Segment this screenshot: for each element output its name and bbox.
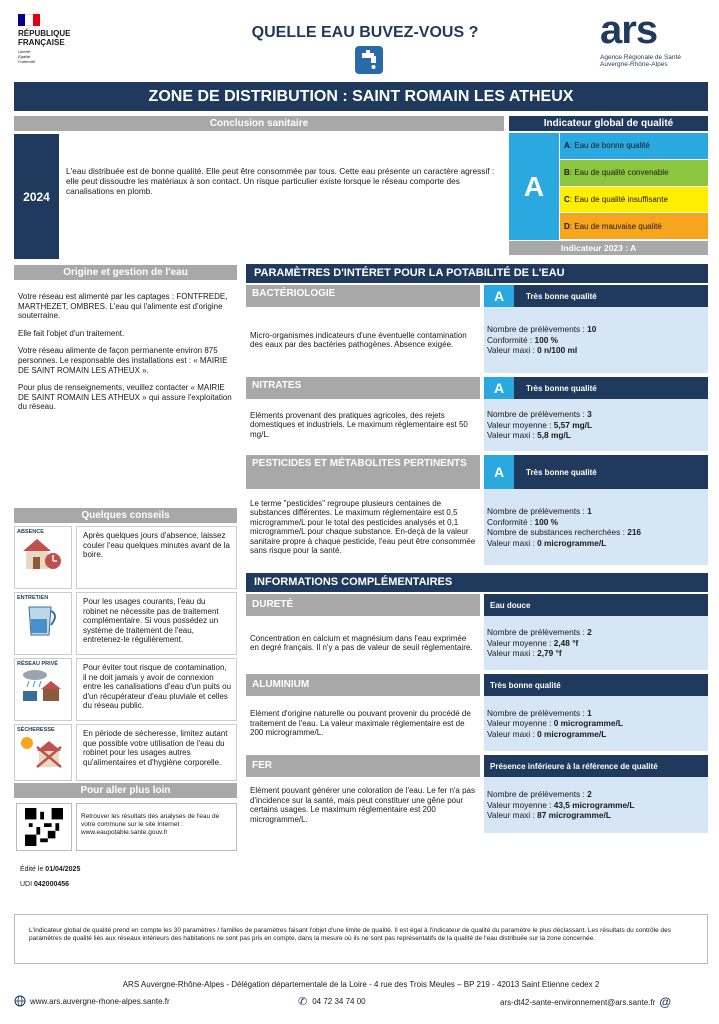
rf-motto2: Égalité [18,54,31,59]
flag-icon [18,14,40,26]
origin-p2: Elle fait l'objet d'un traitement. [18,328,125,338]
origin-text [18,292,233,412]
phone-icon: ✆ [298,996,308,1008]
footer-address: ARS Auvergne-Rhône-Alpes - Délégation départementale de la Loire - 4 rue des Trois Meules – BP 219 - 42013 Saint Etienne cedex 2 [122,980,600,989]
stat-value: 2 [587,627,592,638]
indicator-levels [560,133,708,240]
stat-line [487,627,708,638]
advice-icon-box [14,658,72,721]
stat-value: 2,48 °f [553,637,579,648]
stat-line [487,506,708,517]
stat-label: Valeur maxi : [487,537,538,548]
param-name: PESTICIDES ET MÉTABOLITES PERTINENTS [246,455,480,489]
advice-illustration-icon [17,535,69,576]
edit-date [20,866,80,873]
stat-label: Nombre de prélèvements : [487,324,588,335]
edit-date-label: Édité le [20,866,46,873]
origin-header: Origine et gestion de l'eau [14,265,237,280]
info-list [246,594,708,837]
indicator-level-c [560,187,708,214]
advice-text: Après quelques jours d'absence, laissez couler l'eau quelques minutes avant de la boire. [76,526,237,589]
stats-panel [484,777,708,833]
stats-panel [484,399,708,451]
info-name: DURETÉ [246,594,480,616]
stat-line [487,527,708,538]
stat-line [487,800,708,811]
stat-value: 2,79 °f [537,648,562,659]
advice-text: Pour éviter tout risque de contamination, il ne doit jamais y avoir de connexion entre les canalisations d'eau d'un puits ou d'un récupérateur d'eau pluviale et celles du réseau public. [76,658,237,721]
stat-label: Valeur maxi : [487,728,538,739]
stat-value: 87 microgramme/L [537,810,611,821]
stat-label: Valeur moyenne : [487,799,554,810]
stat-value: 10 [587,324,597,335]
footer-email-link[interactable]: ars-dt42-sante-environnement@ars.sante.fr [500,997,656,1007]
advice-illustration-icon [17,733,69,774]
stat-label: Valeur maxi : [487,345,538,356]
info-header: INFORMATIONS COMPLÉMENTAIRES [246,573,708,592]
rf-motto3: Fraternité [18,59,36,64]
stat-value: 2 [587,789,592,800]
param-grade: A [484,455,514,489]
stat-value: 0 microgramme/L [537,728,607,739]
indicator-level-d [560,213,708,240]
conclusion-year: 2024 [14,134,59,259]
indicator-level-b [560,160,708,187]
ars-logo [600,10,710,80]
ars-wordmark: ars [600,8,658,52]
param-name: NITRATES [246,377,480,399]
param-name: BACTÉRIOLOGIE [246,285,480,307]
level-text: : Eau de bonne qualité [569,141,650,151]
info-name: ALUMINIUM [246,674,480,696]
param-quality: Très bonne qualité [514,285,708,307]
advice-label: ABSENCE [17,529,44,535]
info-name: FER [246,755,480,777]
stat-label: Nombre de prélèvements : [487,789,588,800]
footnote: L'indicateur global de qualité prend en compte les 30 paramètres / familles de paramètres faisant l'objet d'une limite de qualité. Il est égal à l'indicateur de qualité du paramètre le plus déclassant. Les résultats du contrôle des paramètres de qualité liés aux réseaux intérieurs des habitations ne sont pas pris en compte, dans la mesure où ils ne sont pas représentatifs de la qualité de l'eau distribuée sur la zone concernée. [14,914,708,964]
page-title: QUELLE EAU BUVEZ-VOUS ? [251,24,479,41]
stat-label: Nombre de prélèvements : [487,707,588,718]
stat-line [487,335,708,346]
info-quality: Très bonne qualité [484,674,708,696]
desc-text: Concentration en calcium et magnésium dans l'eau exprimée en degré français. Il n'y a pas de valeur de seuil réglementaire. [250,633,473,652]
advice-label: RÉSEAU PRIVÉ [17,661,58,667]
stat-value: 5,57 mg/L [553,419,593,430]
params-header: PARAMÈTRES D'INTÉRET POUR LA POTABILITÉ DE L'EAU [246,264,708,283]
stat-line [487,430,708,441]
params-block [246,455,708,565]
origin-p1: Votre réseau est alimenté par les captages : FONTFREDE, MARTHEZET, OMBRES. L'eau qui l'alimente est d'origine souterraine. [18,292,228,321]
param-quality: Très bonne qualité [514,377,708,399]
desc-text: Micro-organismes indicateurs d'une éventuelle contamination des eaux par des bactéries pathogènes. Absence exigée. [250,330,467,349]
indicator-previous: Indicateur 2023 : A [509,241,708,255]
advice-item [14,526,237,589]
stat-line [487,409,708,420]
stat-label: Nombre de prélèvements : [487,627,588,638]
rf-logo [18,14,88,64]
advice-item [14,724,237,781]
stat-line [487,789,708,800]
info-block [246,594,708,670]
further-text: Retrouver les résultats des analyses de l'eau de votre commune sur le site Internet : www.eaupotable.sante.gouv.fr [76,803,237,851]
stat-label: Valeur moyenne : [487,637,554,648]
stat-label: Nombre de prélèvements : [487,506,588,516]
stat-label: Conformité : [487,516,535,527]
stats-panel [484,307,708,373]
rf-motto1: Liberté [18,49,31,54]
advice-list [14,526,237,784]
footer-phone [298,995,366,1008]
stat-line [487,810,708,821]
advice-item [14,658,237,721]
params-block [246,377,708,451]
advice-illustration-icon [17,667,69,708]
params-list [246,285,708,569]
stat-line [487,648,708,659]
level-key: D [564,221,570,231]
level-key: A [564,141,570,151]
level-key: B [564,168,570,178]
footer-web-link[interactable]: www.ars.auvergne-rhone-alpes.sante.fr [30,996,170,1006]
advice-icon-box [14,526,72,589]
indicator-level-a [560,133,708,160]
stat-label: Nombre de substances recherchées : [487,527,628,537]
desc-text: Elément d'origine naturelle ou pouvant provenir du procédé de traitement de l'eau. La valeur maximale réglementaire est de 200 microgramme/L. [250,709,471,738]
stat-value: 0 n/100 ml [537,345,578,356]
advice-label: ENTRETIEN [17,595,49,601]
indicator-grade: A [509,133,559,240]
rf-line1: RÉPUBLIQUE [18,29,71,38]
stat-label: Valeur maxi : [487,810,538,821]
info-block [246,674,708,751]
stat-value: 5,8 mg/L [537,430,571,441]
tap-icon [355,46,383,74]
footer-web [14,995,170,1007]
further-header: Pour aller plus loin [14,783,237,798]
udi [20,881,69,888]
stat-label: Valeur moyenne : [487,419,554,430]
at-icon: @ [659,995,672,1009]
conclusion-text: L'eau distribuée est de bonne qualité. Elle peut être consommée par tous. Cette eau présente un caractère agressif : elle peut dissoudre les matériaux à son contact. Un risque particulier existe lorsque le réseau comporte des canalisations en plomb. [66,166,495,196]
advice-text: En période de sécheresse, limitez autant que possible votre utilisation de l'eau du robinet pour les usages autres qu'alimentaires et d'hygiène corporelle. [76,724,237,781]
stat-value: 0 microgramme/L [537,537,607,548]
advice-label: SÉCHERESSE [17,727,55,733]
stat-label: Valeur moyenne : [487,718,554,729]
udi-value: 042000456 [34,881,70,888]
footer-email [500,995,671,1009]
stat-line [487,538,708,549]
stat-line [487,718,708,729]
conclusion-header: Conclusion sanitaire [14,116,504,131]
stats-panel [484,696,708,751]
stat-line [487,638,708,649]
ars-line2: Auvergne-Rhône-Alpes [600,61,668,68]
param-quality: Très bonne qualité [514,455,708,489]
stat-line [487,517,708,528]
desc-text: Eléments provenant des pratiques agricoles, des rejets domestiques et industriels. Le maximum réglementaire est 50 mg/L. [250,410,468,439]
info-quality: Présence inférieure à la référence de qualité [484,755,708,777]
origin-p4: Pour plus de renseignements, veuillez contacter « MAIRIE DE SAINT ROMAIN LES ATHEUX » qui assure l'exploitation du réseau. [18,383,232,412]
stat-value: 0 microgramme/L [553,718,623,729]
indicator-header: Indicateur global de qualité [509,116,708,131]
stat-label: Conformité : [487,334,535,345]
info-quality: Eau douce [484,594,708,616]
stat-value: 1 [587,707,592,718]
stats-panel [484,616,708,670]
stat-line [487,420,708,431]
advice-icon-box [14,592,72,655]
stat-value: 216 [627,527,642,537]
stat-value: 100 % [534,334,559,345]
qr-code [16,803,72,851]
level-text: : Eau de qualité convenable [569,168,669,178]
advice-header: Quelques conseils [14,508,237,523]
globe-icon [14,995,26,1007]
stat-line [487,708,708,719]
stat-value: 3 [587,409,592,420]
stat-label: Nombre de prélèvements : [487,409,588,420]
footer-phone-number[interactable]: 04 72 34 74 00 [312,997,366,1006]
udi-label: UDI [20,881,34,888]
stat-label: Valeur maxi : [487,430,538,441]
stat-line [487,345,708,356]
advice-icon-box [14,724,72,781]
level-key: C [564,194,570,204]
rf-line2: FRANÇAISE [18,38,65,47]
stats-panel [484,489,708,565]
stat-label: Valeur maxi : [487,648,538,659]
info-block [246,755,708,833]
stat-line [487,729,708,740]
stat-value: 43,5 microgramme/L [553,799,635,810]
advice-item [14,592,237,655]
origin-p3: Votre réseau alimente de façon permanente environ 875 personnes. Le responsable des installations est : « MAIRIE DE SAINT ROMAIN LES ATHEUX ». [18,346,228,375]
desc-text: Elément pouvant générer une coloration de l'eau. Le fer n'a pas d'incidence sur la santé, mais peut constituer une gêne pour certains usages. Le maximum réglementaire est 200 microgramme/L. [250,786,475,824]
advice-text: Pour les usages courants, l'eau du robinet ne nécessite pas de traitement complémentaire. Si vous possédez un système de traitement de l'eau, entretenez-le régulièrement. [76,592,237,655]
params-block [246,285,708,373]
stat-line [487,324,708,335]
stat-value: 100 % [534,516,559,527]
advice-illustration-icon [17,601,69,642]
level-text: : Eau de qualité insuffisante [569,194,668,204]
stat-value: 1 [587,506,592,516]
ars-line1: Agence Régionale de Santé [600,54,681,61]
edit-date-value: 01/04/2025 [45,866,81,873]
param-grade: A [484,285,514,307]
param-grade: A [484,377,514,399]
level-text: : Eau de mauvaise qualité [569,221,662,231]
zone-banner: ZONE DE DISTRIBUTION : SAINT ROMAIN LES ATHEUX [14,82,708,111]
desc-text: Le terme "pesticides" regroupe plusieurs centaines de substances différentes. Le maximum réglementaire est 0,5 microgramme/L pour le total des pesticides analysés et 0,1 microgramme/L pour chaque substance. En-deçà de la valeur sanitaire propre à chaque pesticide, l'eau peut être consommée sans risque pour la santé. [250,498,476,555]
